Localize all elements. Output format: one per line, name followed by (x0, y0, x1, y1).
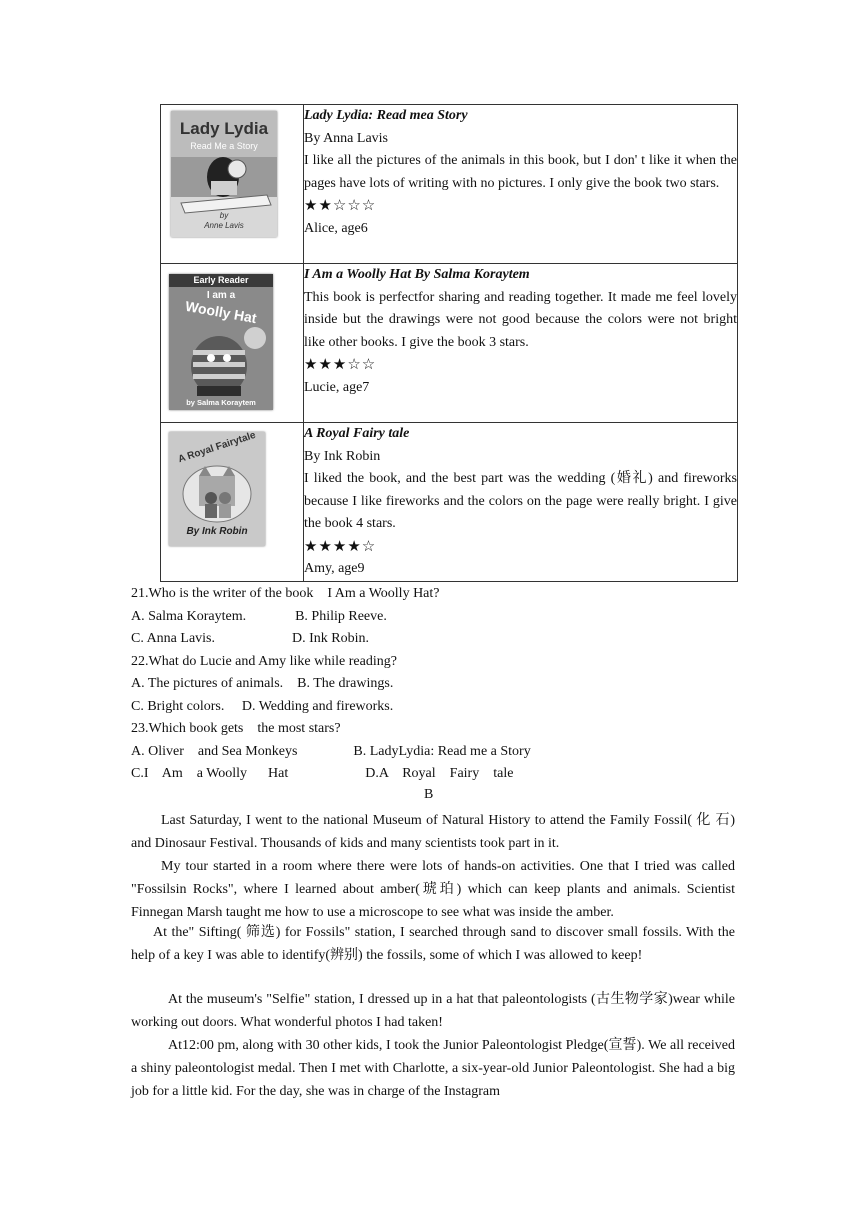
cover-by: by (219, 211, 229, 220)
question-21: 21.Who is the writer of the book I Am a Woolly Hat? (131, 586, 440, 601)
book-row (161, 105, 738, 264)
passage-paragraph: At the museum's "Selfie" station, I dressed up in a hat that paleontologists (古生物学家)wear while working out doors. What wonderful photos I had taken! (131, 992, 735, 1030)
answer-options: C. Anna Lavis. D. Ink Robin. (131, 631, 369, 646)
book-title: I Am a Woolly Hat By Salma Koraytem (304, 267, 530, 282)
cover-banner: Early Reader (193, 275, 249, 285)
cover-title: A Royal Fairytale (176, 429, 258, 466)
cover-author: by Salma Koraytem (186, 398, 256, 407)
answer-options: A. Oliver and Sea Monkeys B. LadyLydia: Read me a Story (131, 743, 531, 759)
cover-subtitle: Read Me a Story (190, 141, 258, 151)
cover-title-line-2: Woolly Hat (184, 297, 258, 327)
book-review-table (160, 104, 738, 582)
answer-options: A. The pictures of animals. B. The drawings. (131, 676, 394, 691)
passage-paragraph: Last Saturday, I went to the national Museum of Natural History to attend the Family Fossil( 化 石) and Dinosaur Festival. Thousands of kids and many scientists took part in it. (131, 813, 735, 851)
book-cover-image (169, 429, 265, 546)
star-rating: ★★★★☆ (304, 538, 377, 555)
answer-options: C.I Am a Woolly Hat D.A Royal Fairy tale (131, 766, 514, 781)
book-info-cell (304, 105, 738, 264)
star-rating: ★★★☆☆ (304, 357, 377, 373)
cover-author: Anne Lavis (204, 221, 244, 230)
book-review: I like all the pictures of the animals in this book, but I don' t like it when the pages have lots of writing with no pictures. I only give the book two stars. (304, 153, 737, 191)
answer-options: A. Salma Koraytem. B. Philip Reeve. (131, 608, 387, 624)
book-author: By Ink Robin (304, 448, 381, 464)
reviewer-name: Alice, age6 (304, 220, 368, 236)
book-cover-cell (161, 423, 304, 582)
question-23: 23.Which book gets the most stars? (131, 721, 341, 736)
book-cover-cell (161, 105, 304, 264)
reviewer-name: Lucie, age7 (304, 379, 370, 395)
cover-author: By Ink Robin (186, 526, 248, 537)
question-22: 22.What do Lucie and Amy like while reading? (131, 653, 397, 669)
cover-title: Lady Lydia (179, 119, 269, 138)
questions-block (131, 583, 736, 786)
book-review: This book is perfectfor sharing and reading together. It made me feel lovely inside but the drawings were not good because the colors were not bright like other books. I give the book 3 stars. (304, 289, 737, 350)
book-info-cell (304, 264, 738, 423)
answer-options: C. Bright colors. D. Wedding and fireworks. (131, 698, 394, 714)
book-title: Lady Lydia: Read mea Story (304, 108, 468, 123)
book-cover-image (169, 274, 273, 410)
reviewer-name: Amy, age9 (304, 561, 365, 576)
cover-illustration (169, 274, 273, 410)
book-info-cell (304, 423, 738, 582)
book-cover-cell (161, 264, 304, 423)
passage-paragraph: My tour started in a room where there were lots of hands-on activities. One that I tried was called "Fossilsin Rocks", where I learned about amber(琥珀) which can keep plants and animals. Scientist Finnegan Marsh taught me how to use a microscope to see what was inside the amber. (131, 859, 735, 920)
book-review: I liked the book, and the best part was the wedding (婚礼) and fireworks because I like fireworks and the colors on the page were really bright. I give the book 4 stars. (304, 471, 737, 531)
book-cover-image (171, 111, 277, 237)
book-author: By Anna Lavis (304, 130, 388, 146)
book-row (161, 423, 738, 582)
section-label: B (424, 787, 434, 802)
star-rating: ★★☆☆☆ (304, 198, 377, 214)
book-title: A Royal Fairy tale (304, 426, 410, 441)
cover-title-line-1: I am a (206, 290, 236, 301)
passage-paragraph: At the" Sifting( 筛选) for Fossils" station, I searched through sand to discover small fossils. With the help of a key I was able to identify(辨别) the fossils, some of which I was allowed to keep! (131, 925, 735, 963)
passage-paragraph: At12:00 pm, along with 30 other kids, I took the Junior Paleontologist Pledge(宣誓). We all received a shiny paleontologist medal. Then I met with Charlotte, a six-year-old Junior Paleontologist. She had a big job for a little kid. For the day, she was in charge of the Instagram (131, 1038, 735, 1099)
book-row (161, 264, 738, 423)
